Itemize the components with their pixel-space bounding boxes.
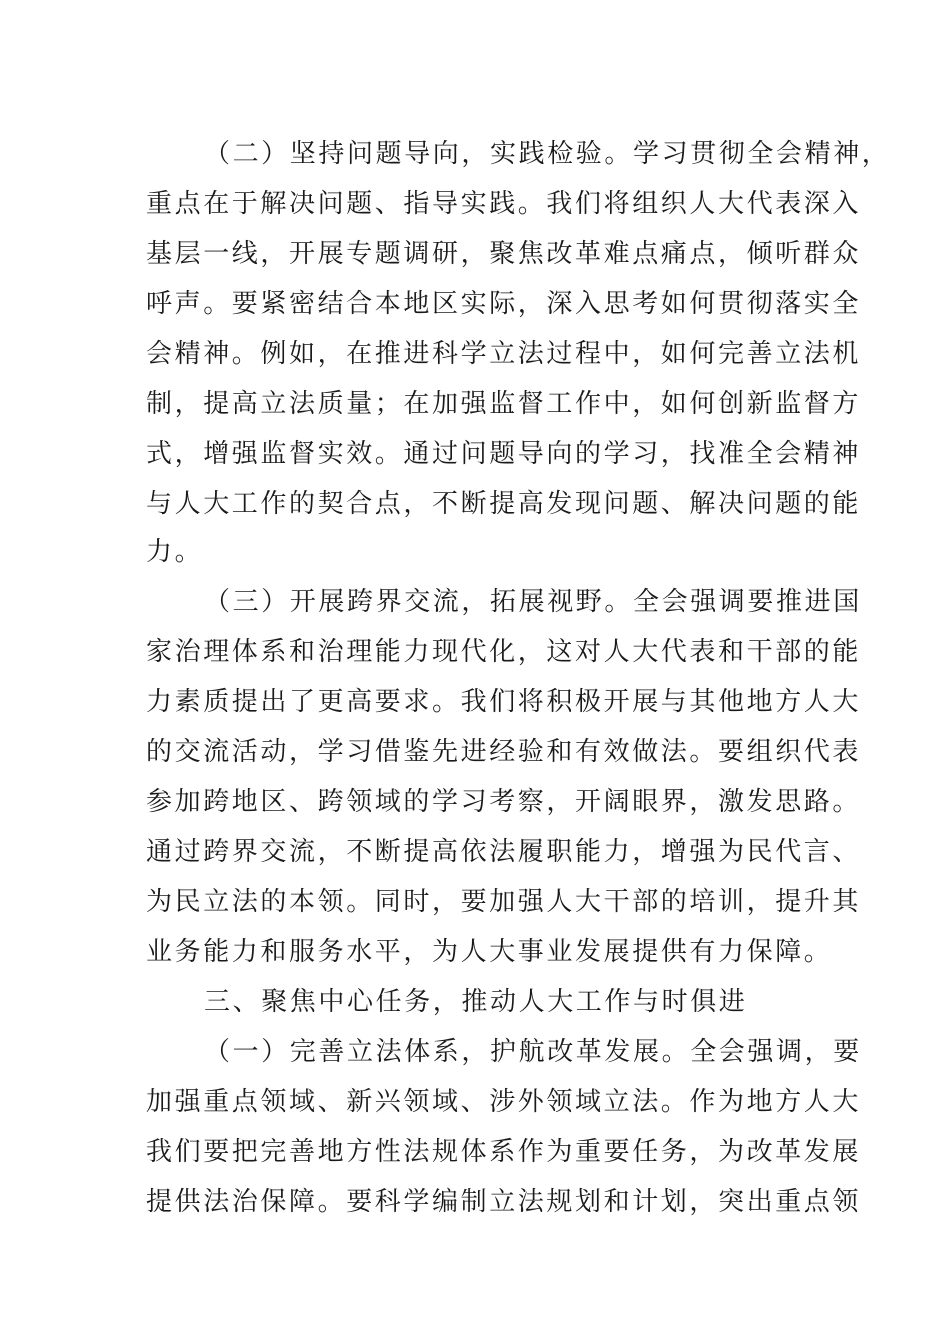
text-line: 呼声。要紧密结合本地区实际，深入思考如何贯彻落实全 (146, 289, 862, 319)
text-line: 业务能力和服务水平，为人大事业发展提供有力保障。 (146, 937, 833, 967)
section-3-heading: 三、聚焦中心任务，推动人大工作与时俱进 (204, 987, 748, 1017)
text-line: 通过跨界交流，不断提高依法履职能力，增强为民代言、 (146, 837, 862, 867)
text-line: 参加跨地区、跨领域的学习考察，开阔眼界，激发思路。 (146, 787, 862, 817)
text-line: 提供法治保障。要科学编制立法规划和计划，突出重点领 (146, 1187, 862, 1217)
text-line: 基层一线，开展专题调研，聚焦改革难点痛点，倾听群众 (146, 239, 862, 269)
text-line: 会精神。例如，在推进科学立法过程中，如何完善立法机 (146, 339, 862, 369)
text-line: 重点在于解决问题、指导实践。我们将组织人大代表深入 (146, 189, 862, 219)
text-line: 我们要把完善地方性法规体系作为重要任务，为改革发展 (146, 1137, 862, 1167)
text-line: 制，提高立法质量；在加强监督工作中，如何创新监督方 (146, 389, 862, 419)
text-line: 家治理体系和治理能力现代化，这对人大代表和干部的能 (146, 637, 862, 667)
paragraph-2-3-heading-line: （三）开展跨界交流，拓展视野。全会强调要推进国 (204, 587, 862, 617)
text-line: 式，增强监督实效。通过问题导向的学习，找准全会精神 (146, 439, 862, 469)
text-line: 的交流活动，学习借鉴先进经验和有效做法。要组织代表 (146, 737, 862, 767)
paragraph-3-1-heading-line: （一）完善立法体系，护航改革发展。全会强调，要 (204, 1037, 862, 1067)
text-line: 与人大工作的契合点，不断提高发现问题、解决问题的能 (146, 489, 862, 519)
paragraph-2-2-heading-line: （二）坚持问题导向，实践检验。学习贯彻全会精神， (204, 139, 891, 169)
text-line: 力。 (146, 537, 204, 567)
text-line: 力素质提出了更高要求。我们将积极开展与其他地方人大 (146, 687, 862, 717)
text-line: 为民立法的本领。同时，要加强人大干部的培训，提升其 (146, 887, 862, 917)
text-line: 加强重点领域、新兴领域、涉外领域立法。作为地方人大 (146, 1087, 862, 1117)
